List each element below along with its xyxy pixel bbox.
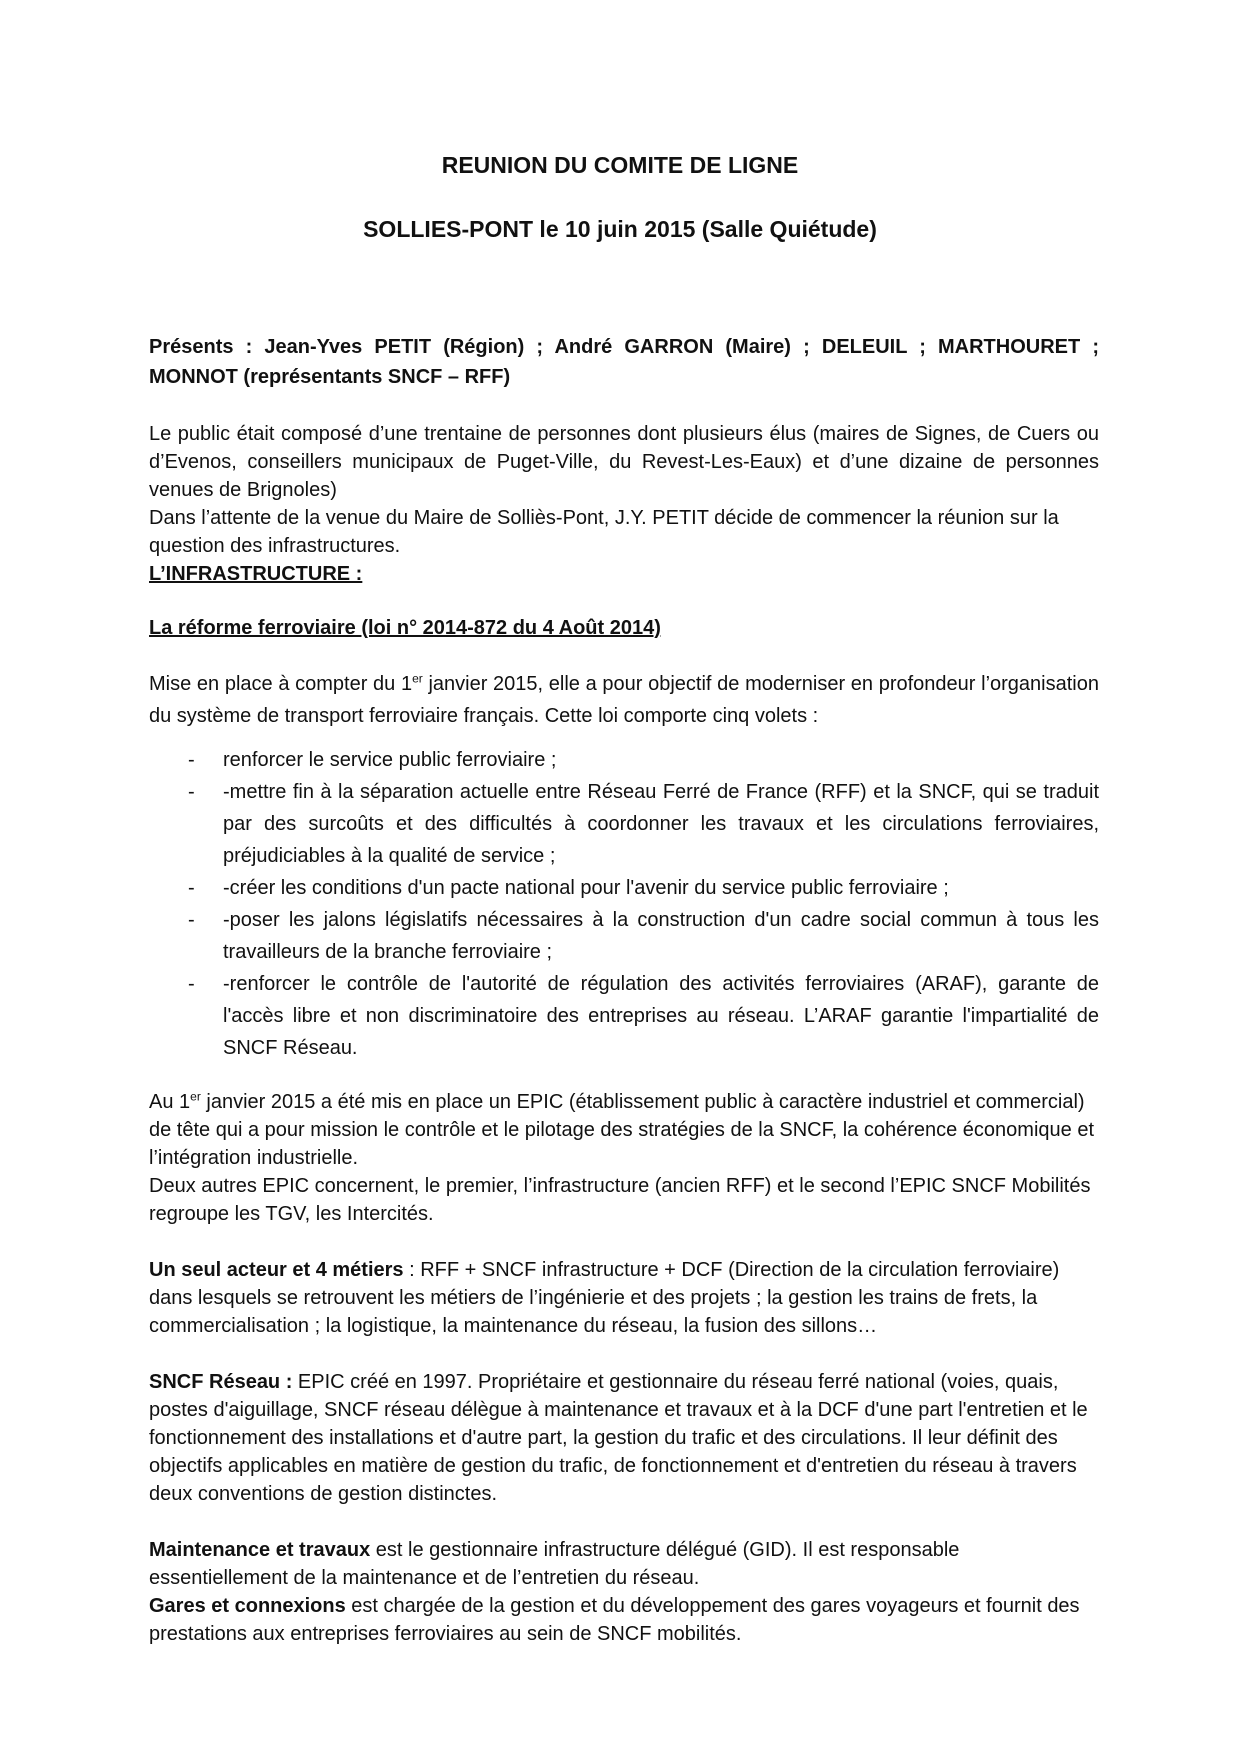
epic-sup: er bbox=[190, 1089, 201, 1104]
bullet-dash: - bbox=[188, 749, 195, 771]
bullet-dash: - bbox=[188, 909, 195, 931]
waiting-paragraph: Dans l’attente de la venue du Maire de Solliès-Pont, J.Y. PETIT décide de commencer la réunion sur la question des infrastructures. bbox=[149, 507, 1059, 557]
reform-paragraph bbox=[149, 668, 1099, 732]
maintenance-text: est le gestionnaire infrastructure délégué (GID). Il est responsable essentiellement de la maintenance et de l’entretien du réseau. bbox=[149, 1539, 960, 1589]
acteur-text: : RFF + SNCF infrastructure + DCF (Direction de la circulation ferroviaire) dans lesquels se retrouvent les métiers de l’ingénierie et des projets ; la gestion les trains de frets, la commercialisation ; la logistique, la maintenance du réseau, la fusion des sillons… bbox=[149, 1259, 1060, 1337]
epic-text-start: Au 1 bbox=[149, 1091, 191, 1113]
list-item bbox=[149, 776, 1099, 872]
reseau-label: SNCF Réseau : bbox=[149, 1371, 293, 1393]
list-item-text: -renforcer le contrôle de l'autorité de régulation des activités ferroviaires (ARAF), garante de l'accès libre et non discriminatoire des entreprises au réseau. L’ARAF garantie l'impartialité de SNCF Réseau. bbox=[223, 973, 1099, 1059]
gares-text: est chargée de la gestion et du développement des gares voyageurs et fournit des prestations aux entreprises ferroviaires au sein de SNCF mobilités. bbox=[149, 1595, 1080, 1645]
epic-others-paragraph: Deux autres EPIC concernent, le premier, l’infrastructure (ancien RFF) et le second l’EPIC SNCF Mobilités regroupe les TGV, les Intercités. bbox=[149, 1175, 1091, 1225]
document-title: REUNION DU COMITE DE LIGNE bbox=[441, 152, 799, 178]
reseau-text: EPIC créé en 1997. Propriétaire et gestionnaire du réseau ferré national (voies, quais, postes d'aiguillage, SNCF réseau délègue à maintenance et travaux et à la DCF d'une part l'entretien et le fonctionnement des installations et d'autre part, la gestion du trafic et des circulations. Il leur définit des objectifs applicables en matière de gestion du trafic, de fonctionnement et d'entretien du réseau à travers deux conventions de gestion distinctes. bbox=[149, 1371, 1088, 1505]
reform-text-start: Mise en place à compter du 1 bbox=[149, 673, 413, 695]
list-item-text: renforcer le service public ferroviaire ; bbox=[223, 749, 557, 771]
epic-text-end: janvier 2015 a été mis en place un EPIC (établissement public à caractère industriel et commercial) de tête qui a pour mission le contrôle et le pilotage des stratégies de la SNCF, la cohérence économique et l’intégration industrielle. bbox=[149, 1091, 1094, 1169]
bullet-dash: - bbox=[188, 973, 195, 995]
gares-paragraph bbox=[149, 1592, 1099, 1648]
public-paragraph: Le public était composé d’une trentaine de personnes dont plusieurs élus (maires de Signes, de Cuers ou d’Evenos, conseillers municipaux de Puget-Ville, du Revest-Les-Eaux) et d’une dizaine de personnes venues de Brignoles) bbox=[149, 423, 1099, 501]
gares-label: Gares et connexions bbox=[149, 1595, 346, 1617]
list-item bbox=[149, 904, 1099, 968]
acteur-paragraph bbox=[149, 1256, 1099, 1340]
list-item-text: -mettre fin à la séparation actuelle entre Réseau Ferré de France (RFF) et la SNCF, qui se traduit par des surcoûts et des difficultés à coordonner les travaux et les circulations ferroviaires, préjudiciables à la qualité de service ; bbox=[223, 781, 1099, 867]
reform-sup: er bbox=[412, 671, 423, 686]
list-item bbox=[149, 744, 1099, 776]
reform-heading: La réforme ferroviaire (loi n° 2014-872 du 4 Août 2014) bbox=[149, 617, 661, 639]
infrastructure-heading: L’INFRASTRUCTURE : bbox=[149, 563, 363, 585]
acteur-label: Un seul acteur et 4 métiers bbox=[149, 1259, 404, 1281]
list-item bbox=[149, 872, 1099, 904]
maintenance-paragraph bbox=[149, 1536, 1099, 1592]
list-item-text: -créer les conditions d'un pacte national pour l'avenir du service public ferroviaire ; bbox=[223, 877, 949, 899]
attendees-paragraph: Présents : Jean-Yves PETIT (Région) ; André GARRON (Maire) ; DELEUIL ; MARTHOURET ; MONNOT (représentants SNCF – RFF) bbox=[149, 336, 1099, 388]
epic-paragraph bbox=[149, 1088, 1099, 1172]
document-subtitle: SOLLIES-PONT le 10 juin 2015 (Salle Quiétude) bbox=[363, 216, 877, 242]
reform-text-end: janvier 2015, elle a pour objectif de moderniser en profondeur l’organisation du système de transport ferroviaire français. Cette loi comporte cinq volets : bbox=[149, 673, 1099, 727]
list-item bbox=[149, 968, 1099, 1064]
maintenance-label: Maintenance et travaux bbox=[149, 1539, 371, 1561]
list-item-text: -poser les jalons législatifs nécessaires à la construction d'un cadre social commun à tous les travailleurs de la branche ferroviaire ; bbox=[223, 909, 1099, 963]
reseau-paragraph bbox=[149, 1368, 1099, 1508]
reform-list bbox=[149, 744, 1099, 1064]
bullet-dash: - bbox=[188, 781, 195, 803]
bullet-dash: - bbox=[188, 877, 195, 899]
